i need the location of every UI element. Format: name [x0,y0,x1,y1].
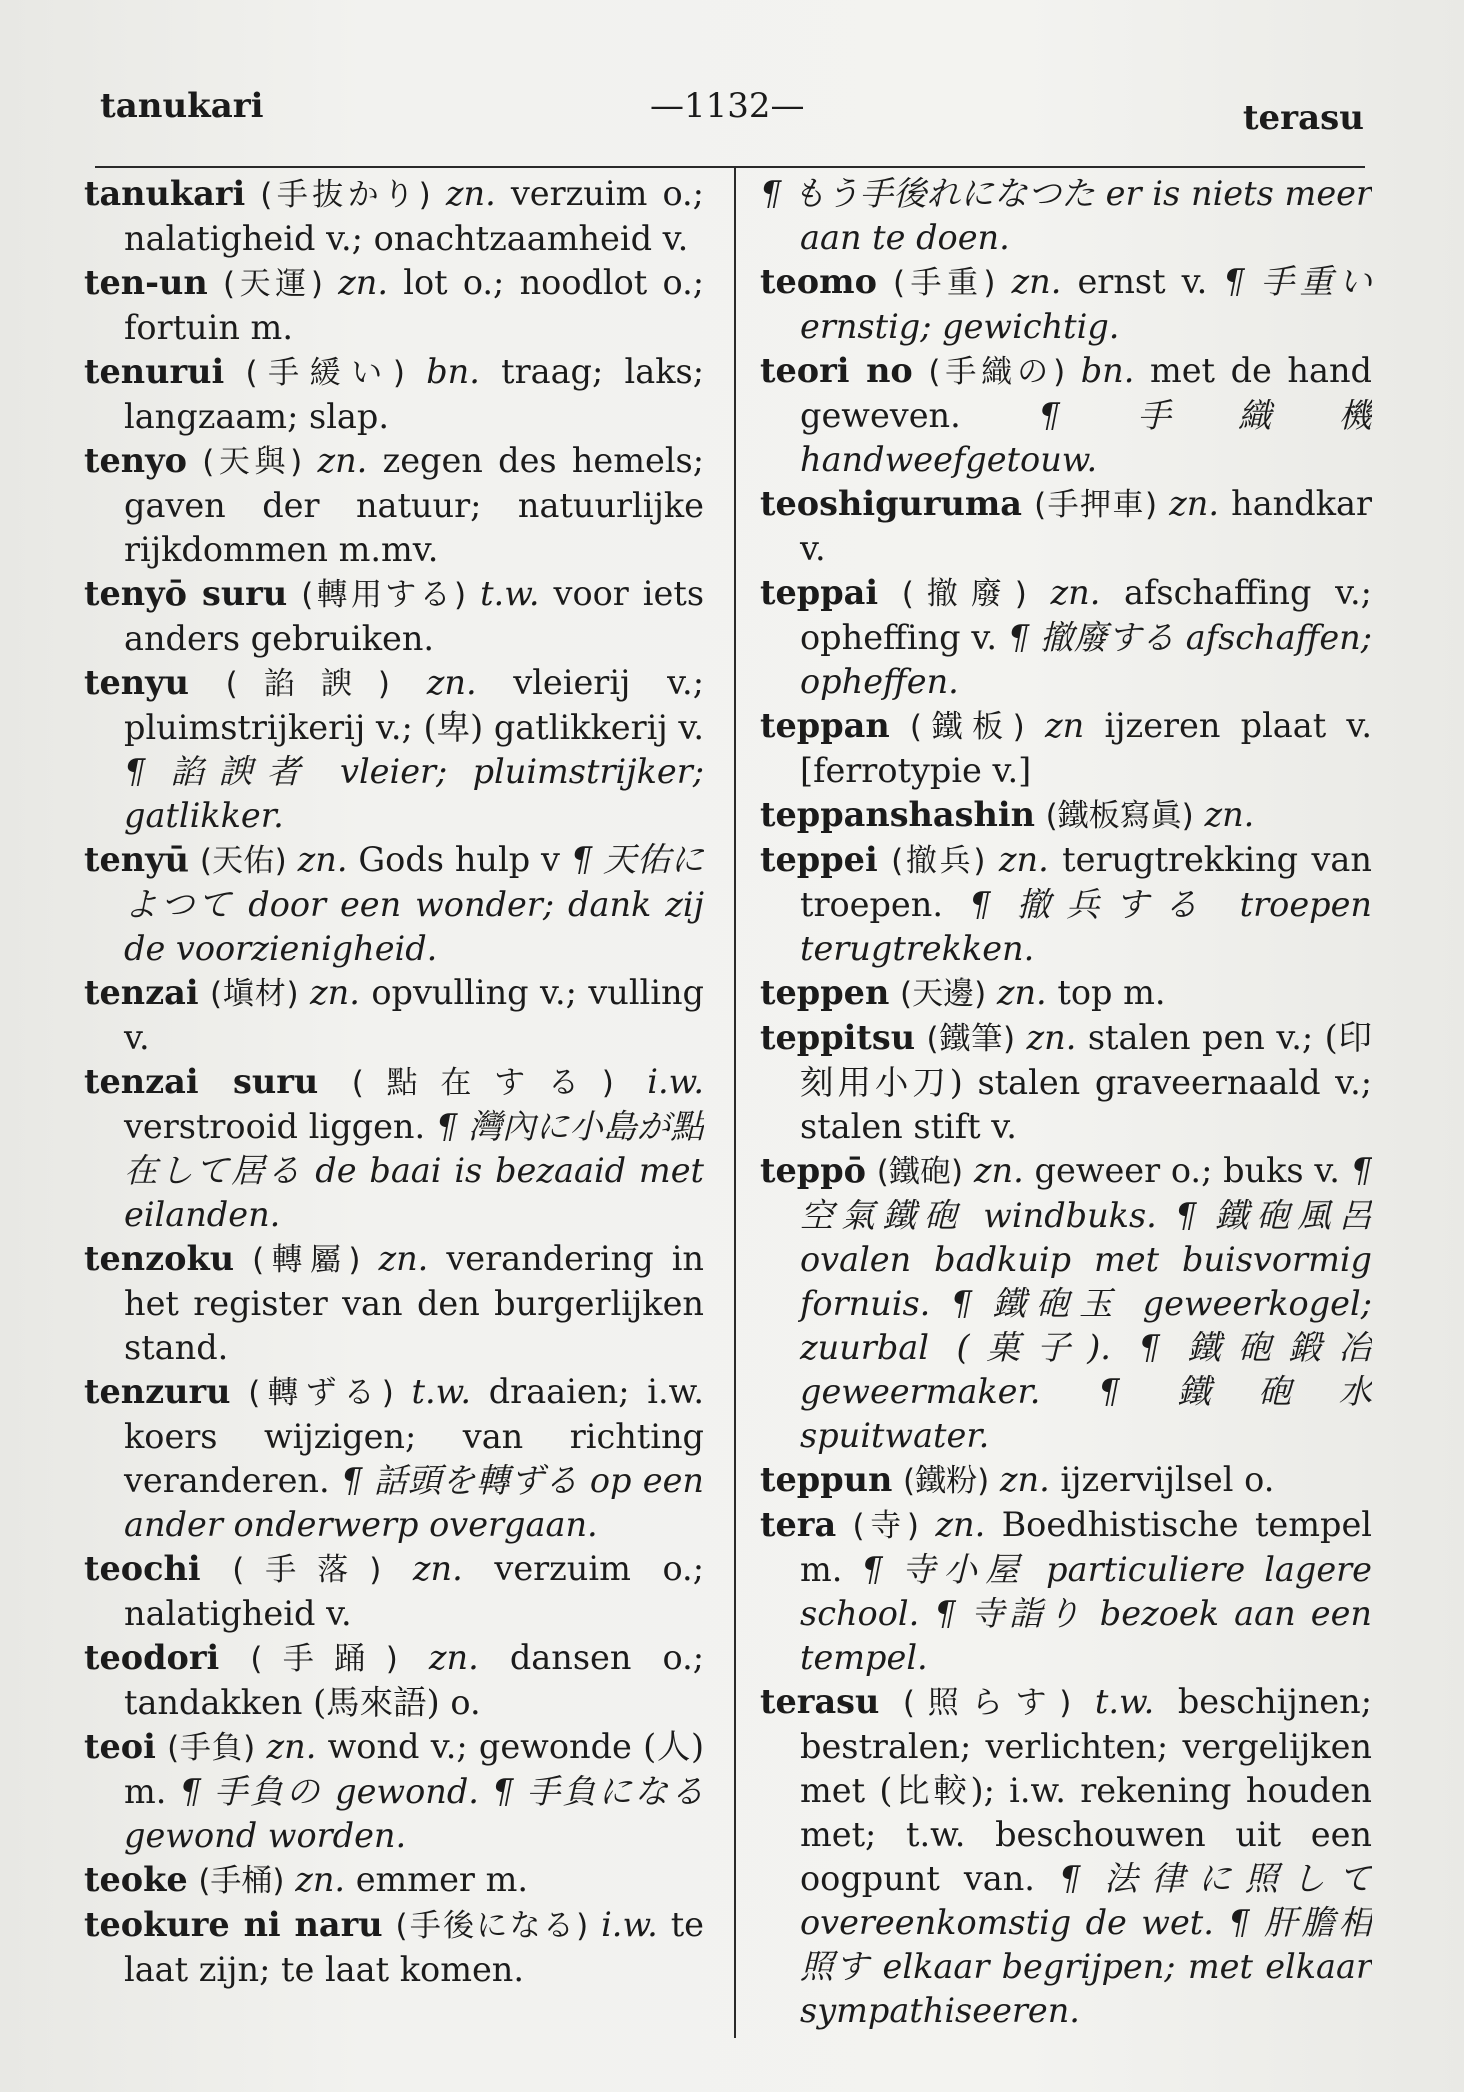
dictionary-entry [84,572,704,661]
entry-kanji: (手落) [232,1552,382,1588]
entry-kanji: (撤廢) [901,576,1027,612]
dictionary-entry [760,704,1372,793]
part-of-speech: zn. [999,1460,1050,1499]
headword: teppan [760,706,890,745]
definition: opvulling v.; vulling v. [124,973,704,1057]
dictionary-entry [84,1370,704,1547]
headword: teppitsu [760,1018,916,1057]
entry-kanji: (轉屬) [252,1242,361,1278]
dictionary-entry [760,1680,1372,2032]
definition: ijzervijlsel o. [1060,1460,1275,1499]
page-number: —1132— [650,86,805,126]
headword: terasu [760,1682,880,1721]
definition: vleierij v.; pluimstrijkerij v.; (卑) gatlikkerij v. [124,663,704,747]
definition: dansen o.; tandakken (馬來語) o. [124,1638,704,1722]
dictionary-entry [84,661,704,838]
definition: verstrooid liggen. [124,1107,426,1146]
entry-kanji: (手負) [167,1730,256,1766]
headword: teppen [760,973,890,1012]
headword: tenzuru [84,1372,231,1411]
dictionary-entry [760,260,1372,349]
part-of-speech: zn [1045,706,1085,745]
headword: tenurui [84,352,225,391]
page-header [0,80,1464,140]
entry-kanji: (寺) [852,1508,920,1544]
definition: terugtrekking van troepen. [800,840,1372,924]
header-right-word: terasu [1242,98,1364,138]
left-column [84,172,704,2032]
part-of-speech: i.w. [647,1062,704,1101]
entry-kanji: (手緩い) [245,355,405,391]
dictionary-entry [84,971,704,1060]
entry-kanji: (點在する) [351,1065,614,1101]
headword: tenyō suru [84,574,288,613]
header-rule [95,166,1365,168]
dictionary-entry [760,1016,1372,1149]
dictionary-entry [760,1149,1372,1458]
definition: verzuim o.; nalatigheid v. [124,1549,704,1633]
part-of-speech: zn. [996,973,1047,1012]
definition: met de hand geweven. [800,351,1372,435]
entry-kanji: (諂諛) [225,666,391,702]
dictionary-entry [84,439,704,572]
part-of-speech: zn. [973,1151,1024,1190]
entry-kanji: (天邊) [899,976,987,1012]
headword: teoke [84,1860,188,1899]
example: ¶ 法律に照して overeenkomstig de wet. ¶ 肝膽相照す elkaar begrijpen; met elkaar sympathiseeren. [800,1859,1372,2030]
example: ¶ もう手後れになつた er is niets meer aan te doen. [760,174,1372,257]
example: ¶ 手重い ernstig; gewichtig. [800,262,1372,346]
headword: ten-un [84,263,208,302]
example: ¶ 諂諛者 vleier; pluimstrijker; gatlikker. [124,752,704,835]
definition: geweer o.; buks v. [1034,1151,1340,1190]
definition: beschijnen; bestralen; verlichten; vergelijken met (比較); i.w. rekening houden met; t.w. beschouwen uit een oogpunt van. [800,1682,1372,1898]
definition: Boedhistische tempel m. [800,1505,1372,1589]
dictionary-entry [760,1503,1372,1680]
headword: tanukari [84,174,246,213]
headword: tenyū [84,840,189,879]
headword: teppanshashin [760,795,1035,834]
example: ¶ 撤兵する troepen terugtrekken. [800,885,1372,968]
definition: afschaffing v.; opheffing v. [800,573,1372,657]
dictionary-entry [760,838,1372,971]
entry-kanji: (手踊) [250,1641,398,1677]
entry-kanji: (天運) [223,266,323,302]
definition: draaien; i.w. koers wijzigen; van richting veranderen. [124,1372,704,1500]
right-column [760,172,1372,2032]
headword: tera [760,1505,837,1544]
headword: teoi [84,1727,156,1766]
headword: teppai [760,573,879,612]
part-of-speech: zn. [1026,1018,1077,1057]
dictionary-entry [84,261,704,350]
entry-kanji: (天與) [202,444,303,480]
headword: tenzai suru [84,1062,319,1101]
part-of-speech: zn. [412,1549,463,1588]
entry-kanji: (手織の) [928,354,1066,390]
part-of-speech: zn. [295,1860,346,1899]
part-of-speech: zn. [310,973,360,1012]
definition: wond v.; gewonde (人) m. [124,1727,704,1811]
dictionary-entry [760,1458,1372,1503]
entry-kanji: (手桶) [198,1863,285,1899]
column-divider [734,168,736,2038]
dictionary-entry [760,793,1372,838]
entry-kanji: (鐵粉) [903,1463,990,1499]
headword: teochi [84,1549,201,1588]
part-of-speech: zn. [998,840,1049,879]
example: ¶ 灣內に小島が點在して居る de baai is bezaaid met eilanden. [124,1107,704,1234]
example: ¶ 手織機 handweefgetouw. [800,396,1372,479]
dictionary-entry [84,1858,704,1903]
part-of-speech: i.w. [601,1905,658,1944]
entry-kanji: (鐵筆) [926,1021,1016,1057]
dictionary-entry [84,172,704,261]
headword: teokure ni naru [84,1905,383,1944]
part-of-speech: zn. [266,1727,317,1766]
entry-kanji: (照らす) [902,1685,1072,1721]
headword: teppun [760,1460,893,1499]
headword: tenyo [84,441,187,480]
part-of-speech: zn. [1169,484,1220,523]
entry-kanji: (鐵板寫眞) [1045,798,1194,834]
dictionary-entry [84,1636,704,1725]
entry-kanji: (手後になる) [395,1908,589,1944]
definition: Gods hulp v [358,840,560,879]
part-of-speech: t.w. [411,1372,471,1411]
definition: ijzeren plaat v. [ferrotypie v.] [800,706,1372,790]
part-of-speech: zn. [338,263,389,302]
headword: tenzoku [84,1239,235,1278]
headword: teoshiguruma [760,484,1023,523]
part-of-speech: zn. [317,441,368,480]
example: ¶ 天佑によつて door een wonder; dank zij de voorzienigheid. [124,840,704,968]
example: ¶ 撤廢する afschaffen; opheffen. [800,618,1372,701]
part-of-speech: t.w. [480,574,540,613]
headword: teori no [760,351,913,390]
dictionary-entry [84,838,704,971]
dictionary-entry [760,349,1372,482]
headword: tenzai [84,973,199,1012]
entry-kanji: (天佑) [199,843,287,879]
entry-kanji: (手押車) [1034,487,1158,523]
part-of-speech: bn. [426,352,480,391]
definition: emmer m. [355,1860,528,1899]
example: ¶ 寺小屋 particuliere lagere school. ¶ 寺詣り bezoek aan een tempel. [800,1550,1372,1677]
definition: lot o.; noodlot o.; fortuin m. [124,263,704,347]
dictionary-entry [84,1060,704,1237]
dictionary-entry [760,971,1372,1016]
definition: handkar v. [800,484,1372,568]
entry-kanji: (手抜かり) [260,177,431,213]
entry-kanji: (鐵板) [909,709,1025,745]
part-of-speech: zn. [297,840,348,879]
entry-kanji: (轉ずる) [248,1375,394,1411]
dictionary-entry [760,482,1372,571]
entry-kanji: (撤兵) [891,843,986,879]
headword: teomo [760,262,877,301]
headword: tenyu [84,663,189,702]
header-left-word: tanukari [100,86,264,126]
example: ¶ 手負の gewond. ¶ 手負になる gewond worden. [124,1772,704,1855]
definition: traag; laks; langzaam; slap. [124,352,704,436]
entry-kanji: (鐵砲) [876,1154,964,1190]
headword: teppō [760,1151,866,1190]
dictionary-entry [84,1237,704,1370]
part-of-speech: zn. [428,1638,479,1677]
dictionary-entry [84,1547,704,1636]
dictionary-entry [84,1725,704,1858]
entry-kanji: (手重) [893,265,996,301]
dictionary-entry [84,1903,704,1992]
dictionary-entry [760,172,1372,260]
definition: verandering in het register van den burgerlijken stand. [124,1239,704,1367]
dictionary-entry [760,571,1372,704]
definition: voor iets anders gebruiken. [124,574,704,658]
part-of-speech: t.w. [1094,1682,1155,1721]
part-of-speech: zn. [378,1239,429,1278]
example: ¶ 空氣鐵砲 windbuks. ¶ 鐵砲風呂 ovalen badkuip met buisvormig fornuis. ¶ 鐵砲玉 geweerkogel; zuurbal (菓子). ¶ 鐵砲鍛冶 geweermaker. ¶ 鐵砲水 spuitwater. [800,1151,1372,1455]
part-of-speech: zn. [426,663,477,702]
headword: teppei [760,840,878,879]
definition: top m. [1057,973,1166,1012]
definition: ernst v. [1077,262,1208,301]
definition: te laat zijn; te laat komen. [124,1905,704,1989]
example: ¶ 話頭を轉ずる op een ander onderwerp overgaan. [124,1461,704,1544]
definition: stalen pen v.; (印刻用小刀) stalen graveernaald v.; stalen stift v. [800,1018,1372,1146]
definition: verzuim o.; nalatigheid v.; onachtzaamheid v. [124,174,704,258]
entry-kanji: (塡材) [210,976,299,1012]
part-of-speech: zn. [1050,573,1101,612]
part-of-speech: zn. [935,1505,986,1544]
headword: teodori [84,1638,220,1677]
part-of-speech: zn. [1011,262,1062,301]
entry-kanji: (轉用する) [301,577,467,613]
dictionary-entry [84,350,704,439]
part-of-speech: zn. [1204,795,1255,834]
part-of-speech: zn. [445,174,496,213]
definition: zegen des hemels; gaven der natuur; natuurlijke rijkdommen m.mv. [124,441,704,569]
part-of-speech: bn. [1080,351,1135,390]
